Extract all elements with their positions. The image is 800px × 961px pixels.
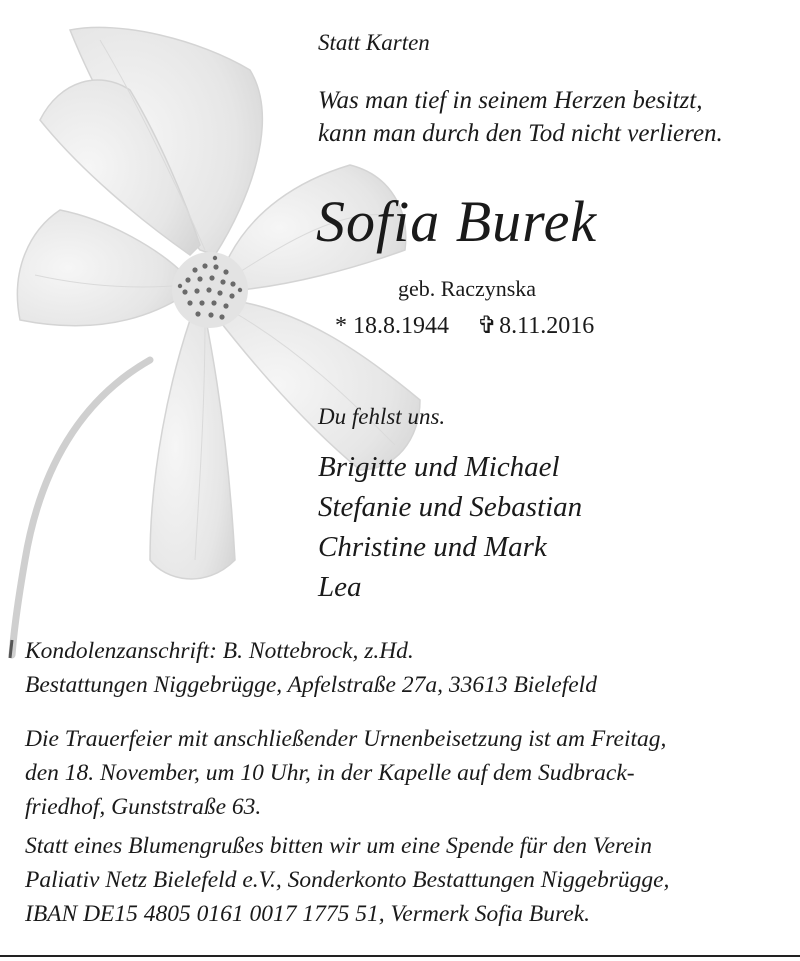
- motto-quote: [318, 84, 723, 150]
- donation-line: Statt eines Blumengrußes bitten wir um eine Spende für den Verein: [25, 833, 652, 859]
- family-member: Stefanie und Sebastian: [318, 491, 583, 523]
- missing-you-message: Du fehlst uns.: [318, 404, 446, 429]
- family-list: [318, 447, 582, 607]
- deceased-name: Sofia Burek: [316, 189, 598, 254]
- bottom-divider: [0, 955, 800, 957]
- statt-karten-label: Statt Karten: [318, 30, 430, 55]
- death-date: 8.11.2016: [499, 313, 595, 339]
- ceremony-line: den 18. November, um 10 Uhr, in der Kapelle auf dem Sudbrack-: [25, 760, 635, 786]
- donation-line: IBAN DE15 4805 0161 0017 1775 51, Vermerk Sofia Burek.: [25, 901, 591, 927]
- ceremony-line: friedhof, Gunststraße 63.: [25, 794, 262, 820]
- condolence-line: Kondolenzanschrift: B. Nottebrock, z.Hd.: [25, 638, 414, 664]
- ceremony-info: [25, 722, 775, 824]
- family-member: Christine und Mark: [318, 531, 547, 563]
- maiden-name: geb. Raczynska: [398, 276, 537, 301]
- condolence-line: Bestattungen Niggebrügge, Apfelstraße 27a, 33613 Bielefeld: [25, 672, 597, 698]
- birth-date: * 18.8.1944: [335, 313, 449, 339]
- cross-icon: ✞: [477, 313, 498, 339]
- condolence-address: [25, 634, 775, 702]
- ceremony-line: Die Trauerfeier mit anschließender Urnenbeisetzung ist am Freitag,: [25, 726, 667, 752]
- donation-info: [25, 829, 775, 931]
- motto-line: Was man tief in seinem Herzen besitzt,: [318, 87, 703, 114]
- motto-line: kann man durch den Tod nicht verlieren.: [318, 120, 723, 147]
- life-dates: [335, 311, 594, 340]
- family-member: Brigitte und Michael: [318, 451, 560, 483]
- family-member: Lea: [318, 571, 362, 603]
- donation-line: Paliativ Netz Bielefeld e.V., Sonderkonto Bestattungen Niggebrügge,: [25, 867, 670, 893]
